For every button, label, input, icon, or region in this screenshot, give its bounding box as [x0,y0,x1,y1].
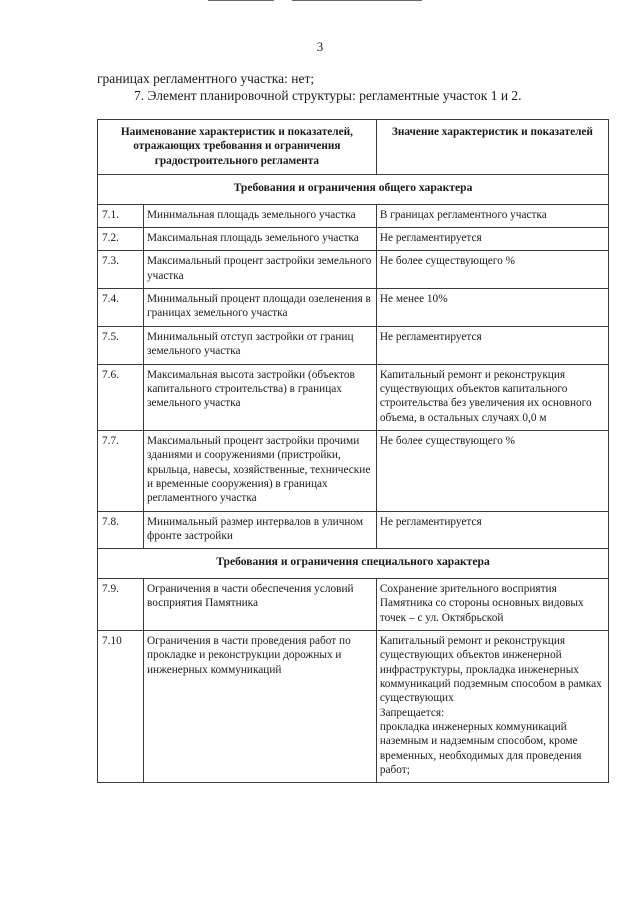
row-value: Сохранение зрительного восприятия Памятника со стороны основных видовых точек – с ул. Октябрьской [376,579,608,631]
row-name: Ограничения в части проведения работ по прокладке и реконструкции дорожных и инженерных коммуникаций [144,631,377,783]
row-name: Максимальная высота застройки (объектов капитального строительства) в границах земельного участка [144,364,377,430]
row-value: Не регламентируется [376,228,608,251]
row-value: Не регламентируется [376,511,608,549]
row-number: 7.1. [98,204,144,227]
row-number: 7.7. [98,430,144,511]
row-number: 7.2. [98,228,144,251]
header-value-cell: Значение характеристик и показателей [376,120,608,175]
row-number: 7.3. [98,251,144,289]
table-row [98,289,609,327]
table-row [98,364,609,430]
page-number: 3 [316,39,324,54]
intro-line-2: 7. Элемент планировочной структуры: регламентные участок 1 и 2. [134,88,522,103]
row-value: Не менее 10% [376,289,608,327]
row-number: 7.6. [98,364,144,430]
table-row [98,430,609,511]
row-number: 7.5. [98,326,144,364]
row-name: Максимальный процент застройки прочими зданиями и сооружениями (пристройки, крыльца, навесы, хозяйственные, технические и временные сооружения) в границах регламентного участка [144,430,377,511]
regulation-table [97,119,609,783]
row-name: Минимальный отступ застройки от границ земельного участка [144,326,377,364]
row-name: Минимальная площадь земельного участка [144,204,377,227]
table-row [98,251,609,289]
row-name: Максимальный процент застройки земельного участка [144,251,377,289]
header-rule-left [208,0,274,1]
row-value: Не более существующего % [376,251,608,289]
row-number: 7.8. [98,511,144,549]
table-row [98,326,609,364]
row-name: Максимальная площадь земельного участка [144,228,377,251]
row-name: Ограничения в части обеспечения условий восприятия Памятника [144,579,377,631]
table-row [98,631,609,783]
header-rule-right [292,0,422,1]
row-value: Не более существующего % [376,430,608,511]
table-header-row [98,120,609,175]
row-value: Не регламентируется [376,326,608,364]
row-value-multi [376,631,608,783]
row-name: Минимальный процент площади озеленения в границах земельного участка [144,289,377,327]
section-row [98,549,609,579]
section-row [98,175,609,205]
header-name-cell: Наименование характеристик и показателей, отражающих требования и ограничения градостроительного регламента [98,120,377,175]
row-name: Минимальный размер интервалов в уличном фронте застройки [144,511,377,549]
row-value-part: Капитальный ремонт и реконструкция существующих объектов инженерной инфраструктуры, прокладка инженерных коммуникаций подземным способом в рамках существующих [379,635,602,705]
section-title-special: Требования и ограничения специального характера [98,549,609,579]
row-number: 7.9. [98,579,144,631]
row-value-part: прокладка инженерных коммуникаций наземным и надземным способом, кроме временных, необходимых для проведения работ; [379,721,582,777]
intro-line-1: границах регламентного участка: нет; [97,71,315,86]
table-row [98,228,609,251]
table-row [98,579,609,631]
section-title-general: Требования и ограничения общего характера [98,175,609,205]
row-number: 7.4. [98,289,144,327]
row-value: В границах регламентного участка [376,204,608,227]
table-row [98,204,609,227]
row-value-prohibited-label: Запрещается: [379,706,445,719]
table-row [98,511,609,549]
row-value: Капитальный ремонт и реконструкция существующих объектов капитального строительства без увеличения их основного объема, в остальных случаях 0,0 м [376,364,608,430]
row-number: 7.10 [98,631,144,783]
